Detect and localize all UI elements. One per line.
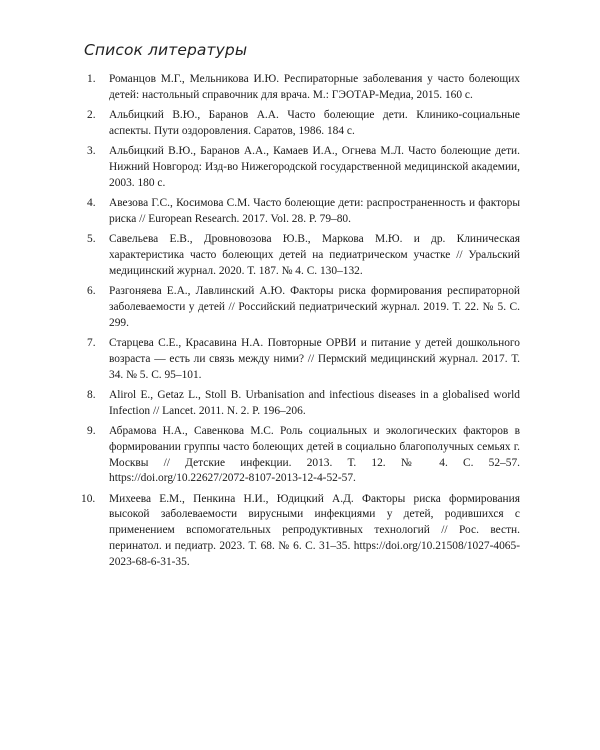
reference-item (84, 108, 520, 140)
reference-item (84, 336, 520, 383)
reference-item (81, 492, 520, 571)
reference-number: 4. (87, 197, 96, 210)
reference-text: Савельева Е.В., Дровновозова Ю.В., Маркова М.Ю. и др. Клиническая характеристика часто болеющих детей на педиатрическом участке // Уральский медицинский журнал. 2020. Т. 187. № 4. С. 130–132. (109, 233, 520, 277)
reference-item (84, 72, 520, 104)
reference-number: 9. (87, 424, 96, 437)
reference-list (81, 72, 520, 575)
reference-item (84, 232, 520, 279)
reference-text: Абрамова Н.А., Савенкова М.С. Роль социальных и экологических факторов в формировании группы часто болеющих детей в социально благополучных семьях г. Москвы // Детские инфекции. 2013. Т. 12. № 4. С. 52–57. https://doi.org/10.22627/2072-8107-2013-12-4-52-57. (109, 424, 520, 485)
reference-item (84, 424, 520, 487)
reference-number: 1. (87, 73, 96, 85)
reference-number: 5. (87, 233, 96, 246)
reference-number: 8. (87, 388, 96, 401)
references-heading: Список литературы (84, 41, 248, 59)
reference-text: Альбицкий В.Ю., Баранов А.А. Часто болеющие дети. Клинико-социальные аспекты. Пути оздоровления. Саратов, 1986. 184 с. (109, 109, 520, 137)
reference-item (84, 284, 520, 331)
reference-item (84, 388, 520, 420)
reference-text: Старцева С.Е., Красавина Н.А. Повторные ОРВИ и питание у детей дошкольного возраста — есть ли связь между ними? // Пермский медицинский журнал. 2017. Т. 34. № 5. С. 95–101. (109, 336, 520, 381)
reference-number: 6. (87, 285, 96, 298)
reference-number: 7. (87, 336, 96, 349)
reference-number: 2. (87, 109, 96, 122)
reference-item (84, 144, 520, 191)
reference-text: Alirol E., Getaz L., Stoll B. Urbanisation and infectious diseases in a globalised world Infection // Lancet. 2011. N. 2. P. 196–206. (109, 388, 520, 417)
reference-number: 10. (81, 492, 96, 505)
reference-text: Альбицкий В.Ю., Баранов А.А., Камаев И.А., Огнева М.Л. Часто болеющие дети. Нижний Новгород: Изд-во Нижегородской государственной медицинской академии, 2003. 180 с. (109, 145, 520, 189)
reference-number: 3. (87, 145, 96, 158)
reference-item (84, 196, 520, 228)
reference-text: Романцов М.Г., Мельникова И.Ю. Респираторные заболевания у часто болеющих детей: настольный справочник для врача. М.: ГЭОТАР-Медиа, 2015. 160 с. (109, 73, 520, 101)
reference-text: Михеева Е.М., Пенкина Н.И., Юдицкий А.Д. Факторы риска формирования высокой заболеваемости вирусными инфекциями у детей, родившихся с применением вспомогательных репродуктивных технологий // Рос. вестн. перинатол. и педиатр. 2023. Т. 68. № 6. С. 31–35. https://doi.org/10.21508/1027-4065-2023-68-6-31-35. (109, 492, 520, 568)
reference-text: Авезова Г.С., Косимова С.М. Часто болеющие дети: распространенность и факторы риска // European Research. 2017. Vol. 28. P. 79–80. (109, 197, 520, 225)
reference-text: Разгоняева Е.А., Лавлинский А.Ю. Факторы риска формирования респираторной заболеваемости у детей // Российский педиатрический журнал. 2019. Т. 22. № 5. С. 299. (109, 285, 520, 329)
